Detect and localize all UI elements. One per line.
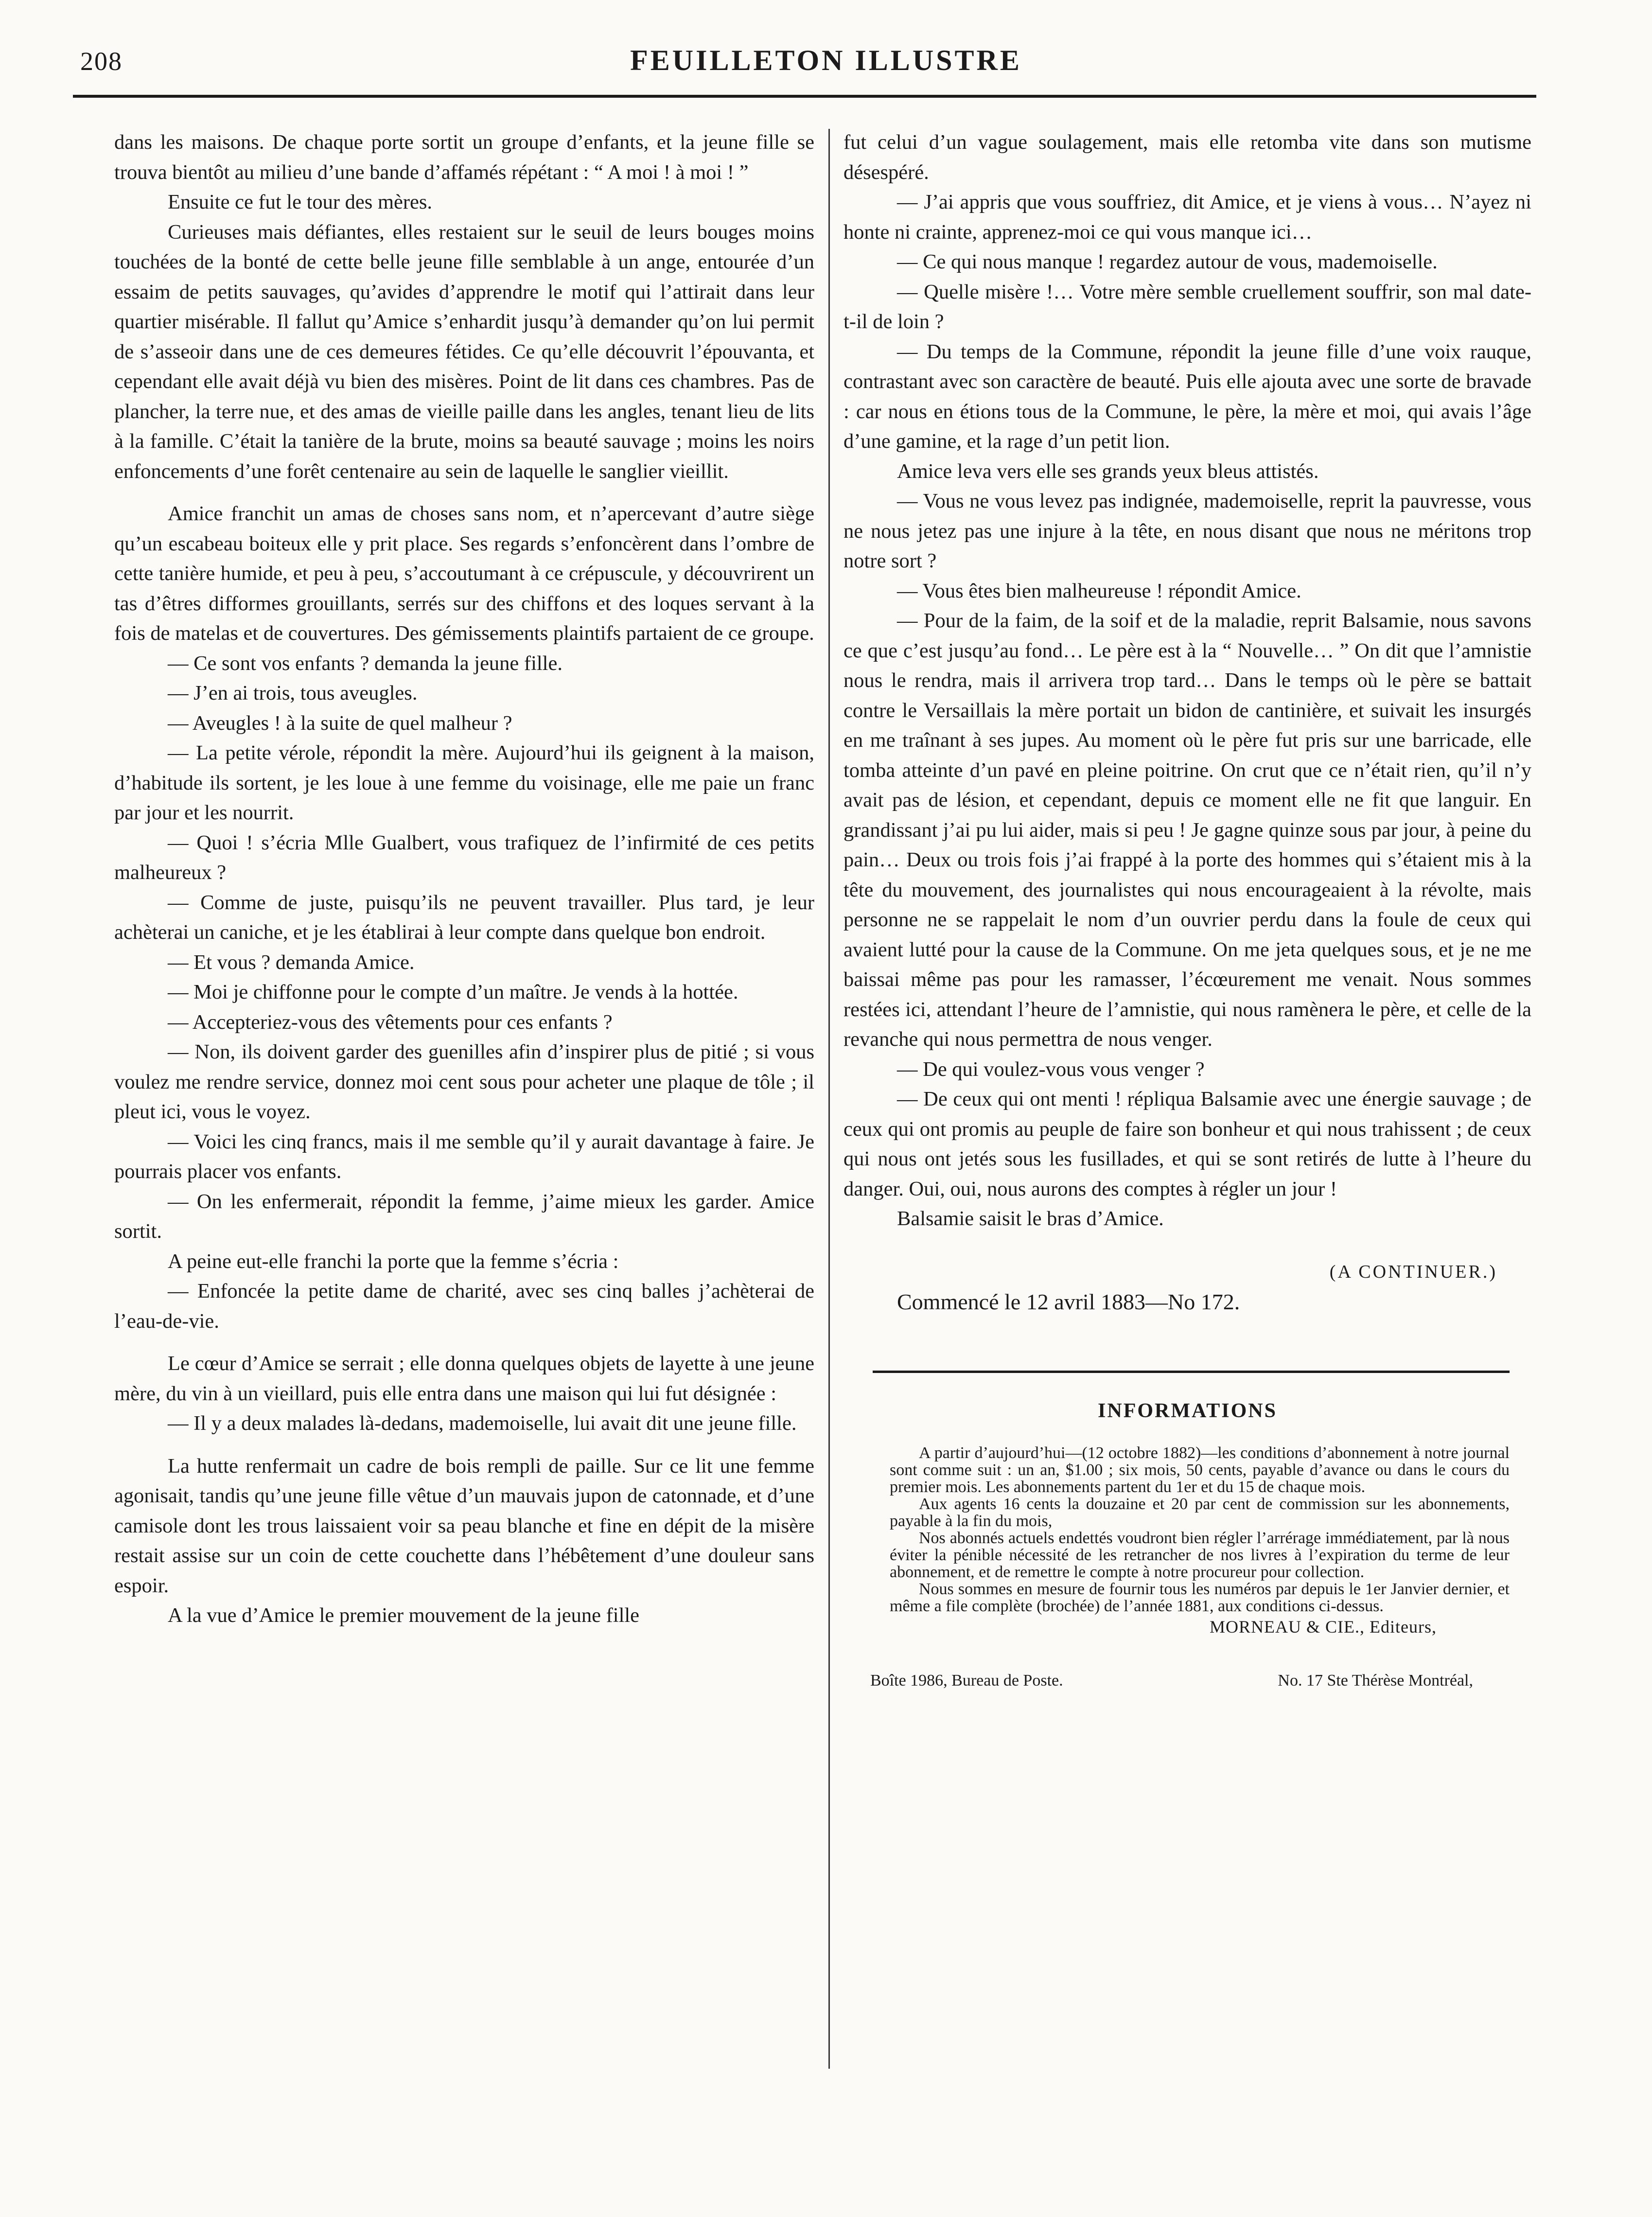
publisher-address: No. 17 Ste Thérèse Montréal,: [1278, 1672, 1473, 1689]
paragraph: Ensuite ce fut le tour des mères.: [168, 191, 433, 213]
paragraph: dans les maisons. De chaque porte sortit un groupe d’enfants, et la jeune fille se trouva bientôt au milieu d’une bande d’affamés répétant : “ A moi ! à moi ! ”: [114, 131, 814, 184]
paragraph: — Il y a deux malades là-dedans, mademoiselle, lui avait dit une jeune fille.: [168, 1412, 797, 1435]
commenced-note: Commencé le 12 avril 1883—No 172.: [897, 1289, 1240, 1314]
paragraph: — De qui voulez-vous vous venger ?: [897, 1057, 1205, 1081]
header-rule: [73, 95, 1536, 98]
paragraph: — Accepteriez-vous des vêtements pour ces enfants ?: [168, 1010, 613, 1034]
publisher-line: MORNEAU & CIE., Editeurs,: [1210, 1617, 1437, 1636]
paragraph: — Voici les cinq francs, mais il me semble qu’il y aurait davantage à faire. Je pourrais placer vos enfants.: [114, 1130, 814, 1183]
paragraph: Amice leva vers elle ses grands yeux bleus attistés.: [897, 459, 1319, 483]
informations-rule: [873, 1371, 1510, 1373]
paragraph: fut celui d’un vague soulagement, mais elle retomba vite dans son mutisme désespéré.: [844, 131, 1531, 184]
paragraph: — J’en ai trois, tous aveugles.: [168, 682, 418, 704]
paragraph: — Ce sont vos enfants ? demanda la jeune fille.: [168, 651, 562, 675]
informations-body: [890, 1444, 1510, 1636]
running-title: FEUILLETON ILLUSTRE: [630, 44, 1022, 76]
paragraph: La hutte renfermait un cadre de bois rempli de paille. Sur ce lit une femme agonisait, tandis qu’une jeune fille vêtue d’un mauvais jupon de catonnade, et d’une camisole dont les trous laissaient voir sa peau blanche et fine en dépit de la misère restait assise sur un coin de cette couchette dans l’hébêtement d’une douleur sans espoir.: [114, 1454, 814, 1597]
paragraph: — Quelle misère !… Votre mère semble cruellement souffrir, son mal date-t-il de loin ?: [844, 280, 1531, 333]
informations-paragraphs: [890, 1444, 1510, 1615]
paragraph: — Moi je chiffonne pour le compte d’un maître. Je vends à la hottée.: [168, 981, 738, 1003]
paragraph: — Pour de la faim, de la soif et de la maladie, reprit Balsamie, nous savons ce que c’est jusqu’au fond… Le père est à la “ Nouvelle… ” On dit que l’amnistie nous le rendra, mais il arrivera trop tard… Dans le temps où le père se battait contre le Versaillais la mère portait un bidon de cantinière, et suivait les insurgés en me traînant à ses jupes. Au moment où le père fut pris sur une barricade, elle tomba atteinte d’un pavé en pleine poitrine. On crut que ce n’était rien, qu’il n’y avait pas de lésion, et cependant, depuis ce moment elle ne fit que languir. En grandissant j’ai pu lui aider, mais si peu ! Je gagne quinze sous par jour, à peine du pain… Deux ou trois fois j’ai frappé à la porte des hommes qui s’étaient mis à la tête du mouvement, des journalistes qui nous encourageaient à la révolte, mais personne ne se rappelait le nom d’un ouvrier perdu dans la foule de ceux qui avaient lutté pour la cause de la Commune. On me jeta quelques sous, et je ne me baissai même pas pour les ramasser, l’écœurement me venait. Nous sommes restées ici, attendant l’heure de l’amnistie, qui nous ramènera le père, et celle de la revanche qui nous permettra de nous venger.: [844, 609, 1531, 1051]
information-paragraph: Nos abonnés actuels endettés voudront bien régler l’arrérage immédiatement, par là nous éviter la pénible nécessité de les retrancher de nos livres à l’expiration du terme de leur abonnement, et de remettre le compte à notre procureur pour collection.: [890, 1529, 1510, 1581]
paragraph: — J’ai appris que vous souffriez, dit Amice, et je viens à vous… N’ayez ni honte ni crainte, apprenez-moi ce qui vous manque ici…: [844, 191, 1531, 244]
paragraph: — Quoi ! s’écria Mlle Gualbert, vous trafiquez de l’infirmité de ces petits malheureux ?: [114, 831, 814, 884]
paragraph: — Comme de juste, puisqu’ils ne peuvent travailler. Plus tard, je leur achèterai un caniche, et je les établirai à leur compte dans quelque bon endroit.: [114, 891, 814, 944]
right-column: [844, 127, 1531, 1696]
paragraph: — Vous êtes bien malheureuse ! répondit Amice.: [897, 579, 1301, 602]
paragraph: — Ce qui nous manque ! regardez autour de vous, mademoiselle.: [897, 250, 1438, 273]
post-office-box: Boîte 1986, Bureau de Poste.: [870, 1672, 1063, 1689]
footer-row: [870, 1666, 1473, 1696]
paragraph: — Vous ne vous levez pas indignée, mademoiselle, reprit la pauvresse, vous ne nous jetez pas une injure à la tête, en nous disant que nous ne méritons trop notre sort ?: [844, 490, 1531, 572]
paragraph: A la vue d’Amice le premier mouvement de la jeune fille: [168, 1604, 640, 1627]
paragraph: — Et vous ? demanda Amice.: [168, 950, 415, 974]
paragraph: — Aveugles ! à la suite de quel malheur ?: [168, 711, 512, 735]
paragraph: Le cœur d’Amice se serrait ; elle donna quelques objets de layette à une jeune mère, du vin à un vieillard, puis elle entra dans une maison qui lui fut désignée :: [114, 1352, 814, 1405]
paragraph: — De ceux qui ont menti ! répliqua Balsamie avec une énergie sauvage ; de ceux qui ont promis au peuple de faire son bonheur et qui nous trahissent ; de ceux qui nous ont jetés sous les fusillades, et qui se sont retirés de lutte à l’heure du danger. Oui, oui, nous aurons des comptes à régler un jour !: [844, 1088, 1531, 1200]
paragraph: — On les enfermerait, répondit la femme, j’aime mieux les garder. Amice sortit.: [114, 1190, 814, 1243]
paragraph: A peine eut-elle franchi la porte que la femme s’écria :: [168, 1249, 619, 1273]
right-column-text: [844, 127, 1531, 1234]
information-paragraph: A partir d’aujourd’hui—(12 octobre 1882)—les conditions d’abonnement à notre journal sont comme suit : un an, $1.00 ; six mois, 50 cents, payable d’avance ou dans le cours du premier mois. Les abonnements partent du 1er et du 15 de chaque mois.: [890, 1444, 1510, 1496]
left-column: [114, 127, 814, 1631]
information-paragraph: Aux agents 16 cents la douzaine et 20 par cent de commission sur les abonnements, payable à la fin du mois,: [890, 1495, 1510, 1530]
paragraph: Curieuses mais défiantes, elles restaient sur le seuil de leurs bouges moins touchées de la bonté de cette belle jeune fille semblable à un ange, entourée d’un essaim de petits sauvages, qu’avides d’apprendre le motif qui l’attirait dans leur quartier misérable. Il fallut qu’Amice s’enhardit jusqu’à demander qu’on lui permit de s’asseoir dans une de ces demeures fétides. Ce qu’elle découvrit l’épouvanta, et cependant elle avait déjà vu bien des misères. Point de lit dans ces chambres. Pas de plancher, la terre nue, et des amas de vieille paille dans les angles, tenant lieu de lits à la famille. C’était la tanière de la brute, moins sa beauté sauvage ; moins les noirs enfoncements d’une forêt centenaire au sein de laquelle le sanglier vieillit.: [114, 220, 814, 483]
paragraph: — Non, ils doivent garder des guenilles afin d’inspirer plus de pitié ; si vous voulez me rendre service, donnez moi cent sous pour acheter une plaque de tôle ; il pleut ici, vous le voyez.: [114, 1040, 814, 1123]
paragraph: Amice franchit un amas de choses sans nom, et n’apercevant d’autre siège qu’un escabeau boiteux elle y prit place. Ses regards s’enfoncèrent dans l’ombre de cette tanière humide, et peu à peu, s’accoutumant à ce crépuscule, y découvrirent un tas d’êtres difformes grouillants, serrés sur des chiffons et des loques servant à la fois de matelas et de couvertures. Des gémissements plaintifs partaient de ce groupe.: [114, 502, 814, 645]
continued-note: (A CONTINUER.): [1329, 1261, 1497, 1282]
paragraph: Balsamie saisit le bras d’Amice.: [897, 1207, 1164, 1230]
column-divider: [828, 129, 830, 2069]
paragraph: — Du temps de la Commune, répondit la jeune fille d’une voix rauque, contrastant avec son caractère de beauté. Puis elle ajouta avec une sorte de bravade : car nous en étions tous de la Commune, le père, la mère et moi, qui avais l’âge d’une gamine, et la rage d’un petit lion.: [844, 340, 1531, 453]
page-number: 208: [80, 47, 123, 76]
paragraph: — La petite vérole, répondit la mère. Aujourd’hui ils geignent à la maison, d’habitude ils sortent, je les loue à une femme du voisinage, elle me paie un franc par jour et les nourrit.: [114, 741, 814, 824]
informations-title: INFORMATIONS: [1098, 1399, 1277, 1422]
information-paragraph: Nous sommes en mesure de fournir tous les numéros par depuis le 1er Janvier dernier, et même a file complète (brochée) de l’année 1881, aux conditions ci-dessus.: [890, 1580, 1510, 1615]
paragraph: — Enfoncée la petite dame de charité, avec ses cinq balles j’achèterai de l’eau-de-vie.: [114, 1280, 814, 1333]
